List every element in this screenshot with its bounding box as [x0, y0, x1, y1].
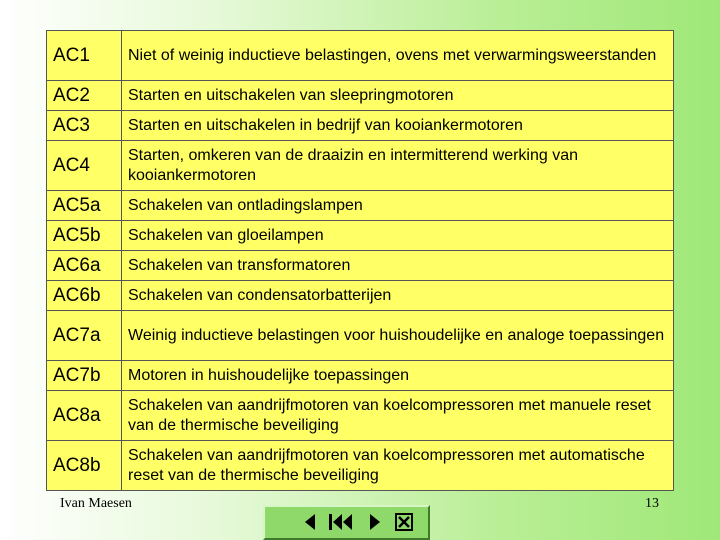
category-code: AC6b: [47, 281, 122, 311]
category-code: AC4: [47, 141, 122, 191]
category-code: AC8a: [47, 391, 122, 441]
previous-icon[interactable]: [303, 513, 317, 531]
table-row: [47, 281, 674, 311]
category-description: Schakelen van transformatoren: [122, 251, 674, 281]
table-row: [47, 111, 674, 141]
table-row: [47, 391, 674, 441]
category-description: Schakelen van condensatorbatterijen: [122, 281, 674, 311]
ac-category-table: [46, 30, 674, 491]
category-description: Weinig inductieve belastingen voor huishoudelijke en analoge toepassingen: [122, 311, 674, 361]
table-row: [47, 31, 674, 81]
category-description: Motoren in huishoudelijke toepassingen: [122, 361, 674, 391]
category-code: AC6a: [47, 251, 122, 281]
table-row: [47, 141, 674, 191]
table-row: [47, 251, 674, 281]
category-description: Schakelen van gloeilampen: [122, 221, 674, 251]
slide-navigation-bar: [263, 505, 430, 540]
category-description: Schakelen van aandrijfmotoren van koelcompressoren met automatische reset van de thermische beveiliging: [122, 441, 674, 491]
category-description: Niet of weinig inductieve belastingen, ovens met verwarmingsweerstanden: [122, 31, 674, 81]
close-icon[interactable]: [395, 513, 413, 531]
category-description: Schakelen van aandrijfmotoren van koelcompressoren met manuele reset van de thermische beveiliging: [122, 391, 674, 441]
category-code: AC8b: [47, 441, 122, 491]
category-description: Starten en uitschakelen van sleepringmotoren: [122, 81, 674, 111]
category-description: Starten en uitschakelen in bedrijf van kooiankermotoren: [122, 111, 674, 141]
footer-author: Ivan Maesen: [60, 496, 132, 511]
table-row: [47, 361, 674, 391]
category-code: AC5a: [47, 191, 122, 221]
first-icon[interactable]: [328, 513, 354, 531]
table-row: [47, 311, 674, 361]
category-code: AC2: [47, 81, 122, 111]
category-code: AC5b: [47, 221, 122, 251]
table-row: [47, 191, 674, 221]
category-description: Schakelen van ontladingslampen: [122, 191, 674, 221]
category-code: AC1: [47, 31, 122, 81]
table-row: [47, 441, 674, 491]
table-row: [47, 221, 674, 251]
category-code: AC7a: [47, 311, 122, 361]
category-description: Starten, omkeren van de draaizin en intermitterend werking van kooiankermotoren: [122, 141, 674, 191]
next-icon[interactable]: [368, 513, 382, 531]
page-number: 13: [645, 496, 659, 511]
table-row: [47, 81, 674, 111]
category-code: AC3: [47, 111, 122, 141]
category-code: AC7b: [47, 361, 122, 391]
